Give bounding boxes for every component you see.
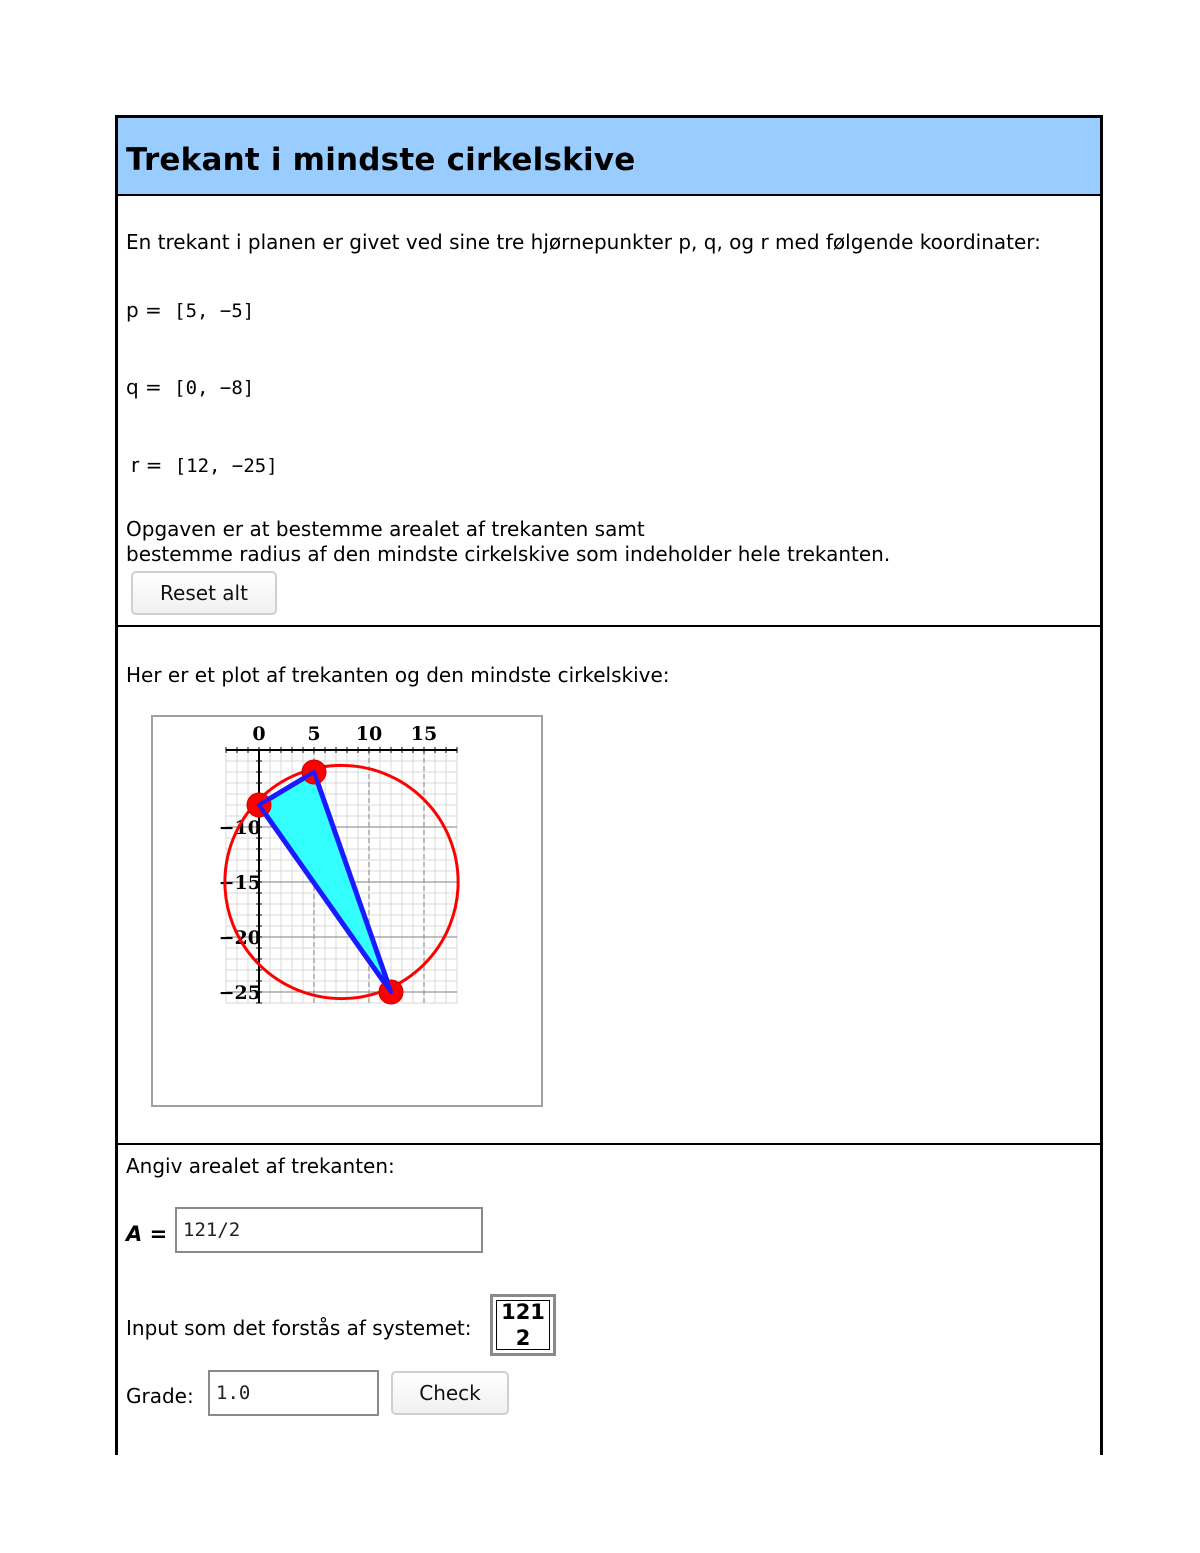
plot-intro-text: Her er et plot af trekanten og den mindste cirkelskive: [126,663,670,687]
point-r-label: r = [131,453,163,477]
x-tick-label: 10 [355,723,383,745]
understood-label: Input som det forstås af systemet: [126,1316,472,1340]
point-q-value: [0, −8] [174,377,255,399]
task-line-1: Opgaven er at bestemme arealet af trekanten samt [126,517,645,541]
page-title: Trekant i mindste cirkelskive [126,142,636,178]
y-tick-label: −20 [218,927,261,949]
fraction-numerator: 121 [501,1300,545,1324]
divider-2 [118,1143,1100,1145]
title-bar [118,118,1100,196]
x-tick-label: 0 [252,723,266,745]
fraction-denominator: 2 [515,1326,531,1350]
understood-fraction [490,1294,556,1356]
worksheet [115,115,1103,1455]
check-button[interactable]: Check [391,1371,509,1415]
intro-text: En trekant i planen er givet ved sine tre hjørnepunkter p, q, og r med følgende koordinater: [126,230,1041,254]
point-q [126,375,254,399]
y-tick-label: −25 [218,982,261,1004]
area-label: A = [126,1222,168,1246]
divider-1 [118,625,1100,627]
grade-input[interactable]: 1.0 [208,1370,379,1416]
area-input[interactable]: 121/2 [175,1207,483,1253]
triangle-circle-plot [153,717,541,1105]
point-q-label: q = [126,375,162,399]
point-p [126,298,254,322]
area-prompt: Angiv arealet af trekanten: [126,1154,395,1178]
point-r [131,453,278,477]
y-tick-label: −10 [218,817,261,839]
plot-frame [151,715,543,1107]
point-r-value: [12, −25] [174,455,278,477]
x-tick-label: 15 [410,723,438,745]
y-tick-label: −15 [218,872,261,894]
grade-label: Grade: [126,1384,194,1408]
task-line-2: bestemme radius af den mindste cirkelskive som indeholder hele trekanten. [126,542,891,566]
point-p-label: p = [126,298,162,322]
reset-button[interactable]: Reset alt [131,571,277,615]
point-p-value: [5, −5] [174,300,255,322]
x-tick-label: 5 [307,723,321,745]
